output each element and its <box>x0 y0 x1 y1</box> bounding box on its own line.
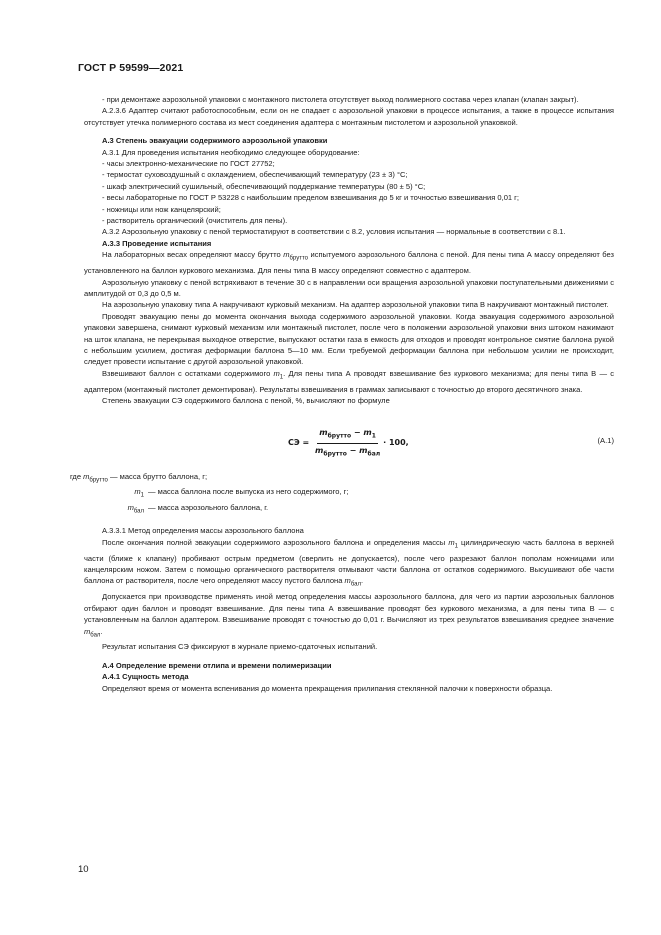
paragraph: А.3.1 Для проведения испытания необходимо следующее оборудование: <box>102 147 360 157</box>
document-header: ГОСТ Р 59599—2021 <box>78 62 184 74</box>
subsection-heading: А.3.3.1 Метод определения массы аэрозольного баллона <box>102 526 304 536</box>
formula-a1: СЭ = $\frac{m_{брутто} - m_1}{m_{брутто} - m_{бал}}$ · 100, (А.1) <box>288 427 614 458</box>
list-item: - ножницы или нож канцелярский; <box>102 204 221 214</box>
page-number: 10 <box>78 864 89 875</box>
paragraph: Аэрозольную упаковку с пеной встряхивают в течение 30 с в направлении оси вращения аэрозольной упаковки поступательными движениями с амплитудой от 0,3 до 0,5 м. <box>84 277 614 298</box>
paragraph: А.2.3.6 Адаптер считают работоспособным, если он не спадает с аэрозольной упаковки в процессе испытания, а также в процессе испытания отсутствует утечка полимерного состава из мест соединения адаптера с монтажным пистолетом и аэрозольной упаковкой. <box>84 106 614 127</box>
list-item: - весы лабораторные по ГОСТ Р 53228 с наибольшим пределом взвешивания до 5 кг и точностью взвешивания 0,01 г; <box>102 193 520 203</box>
paragraph: - при демонтаже аэрозольной упаковки с монтажного пистолета отсутствует выход полимерного состава через клапан (клапан закрыт). <box>102 95 579 104</box>
paragraph: Определяют время от момента вспенивания до момента прекращения прилипания стеклянной палочки к поверхности образца. <box>102 683 553 693</box>
paragraph: Допускается при производстве применять иной метод определения массы аэрозольного баллона, для чего из партии аэрозольных баллонов отбирают один баллон и проводят взвешивание. Для пены типа А взвешивание проводят без куркового механизма, а для пены типа В — с установленным на баллон адаптером. Взвешивание проводят с точностью до 0,01 г. Вычисляют из трех результатов взвешивания среднее значение $m_{бал}$. <box>84 592 614 639</box>
document-body <box>70 94 614 694</box>
paragraph: После окончания полной эвакуации содержимого аэрозольного баллона и определения массы $m_1$ цилиндрическую часть баллона в верхней части (ближе к клапану) пробивают острым предметом (сверлить не допускается), после чего разрезают баллон пополам ножницами или канцелярским ножом. Затем с помощью органического растворителя отмывают части баллона от остатков содержимого. Высушивают обе части баллона от растворителя, после чего определяют массу пустого баллона $m_{бал}$. <box>84 537 614 588</box>
section-heading-a4: А.4 Определение времени отлипа и времени полимеризации <box>102 660 332 670</box>
list-item: - часы электронно-механические по ГОСТ 27752; <box>102 159 275 169</box>
list-item: - шкаф электрический сушильный, обеспечивающий поддержание температуры (80 ± 5) °С; <box>102 181 426 191</box>
paragraph: На аэрозольную упаковку типа А накручивают курковый механизм. На адаптер аэрозольной упаковки типа В накручивают монтажный пистолет. <box>102 300 609 310</box>
paragraph: А.3.2 Аэрозольную упаковку с пеной термостатируют в соответствии с 8.2, условия испытания — нормальные в соответствии с 8.1. <box>102 227 566 237</box>
list-item: - растворитель органический (очиститель для пены). <box>102 216 288 226</box>
formula-legend: где $m_{брутто}$ — масса брутто баллона, г; $m_1$ — масса баллона после выпуска из него содержимого, г; $m_{бал}$ — масса аэрозольного баллона, г. <box>70 471 349 515</box>
paragraph: Проводят эвакуацию пены до момента окончания выхода содержимого аэрозольной упаковки. Когда эвакуация содержимого аэрозольной упаковки завершена, снимают курковый механизм или монтажный пистолет, после чего в положении аэрозольной упаковки вниз штоком нажимают на шток клапана, не перекрывая выходное отверстие, выпускают остатки газа в емкость для отходов и проводят контрольное смятие баллона рукой с небольшим усилием, достигая деформации баллона 5—10 мм. Если требуемой деформации баллона при небольшом усилии не происходит, следует провести испытание с другой аэрозольной упаковкой. <box>84 311 614 367</box>
paragraph: Степень эвакуации СЭ содержимого баллона с пеной, %, вычисляют по формуле <box>102 396 390 406</box>
paragraph: На лабораторных весах определяют массу брутто $m_{брутто}$ испытуемого аэрозольного баллона с пеной. Для пены типа А массу определяют без установленного на баллон куркового механизма. Для пены типа В массу определяют совместно с адаптером. <box>84 250 614 276</box>
paragraph: Результат испытания СЭ фиксируют в журнале приемо-сдаточных испытаний. <box>102 642 378 652</box>
paragraph: Взвешивают баллон с остатками содержимого $m_1$. Для пены типа А проводят взвешивание без куркового механизма; для пены типа В — с адаптером (монтажный пистолет демонтирован). Результаты взвешивания в граммах записывают с точностью до второго десятичного знака. <box>84 368 614 394</box>
formula-number: (А.1) <box>597 435 614 445</box>
section-heading-a3: А.3 Степень эвакуации содержимого аэрозольной упаковки <box>102 136 328 146</box>
list-item: - термостат суховоздушный с охлаждением, обеспечивающий температуру (23 ± 3) °С; <box>102 170 408 180</box>
section-heading-a41: А.4.1 Сущность метода <box>102 672 189 682</box>
section-heading-a33: А.3.3 Проведение испытания <box>102 238 212 248</box>
